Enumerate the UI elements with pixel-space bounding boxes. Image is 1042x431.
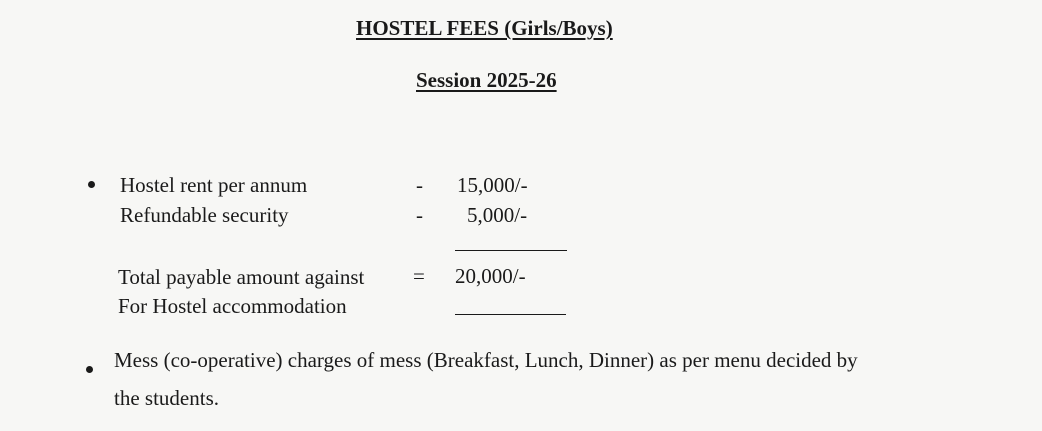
page-title: HOSTEL FEES (Girls/Boys) xyxy=(356,16,613,40)
total-label-line1: Total payable amount against xyxy=(118,265,365,289)
bullet-icon xyxy=(86,366,93,373)
sum-divider-line xyxy=(455,250,567,251)
total-label-line2: For Hostel accommodation xyxy=(118,294,347,318)
mess-description-line2: the students. xyxy=(114,386,219,410)
fee-separator: - xyxy=(416,203,423,227)
session-heading: Session 2025-26 xyxy=(416,68,557,92)
total-underline xyxy=(455,314,566,315)
fee-amount-security: 5,000/- xyxy=(467,203,528,227)
fee-separator: - xyxy=(416,173,423,197)
total-amount: 20,000/- xyxy=(455,264,526,288)
fee-label-hostel-rent: Hostel rent per annum xyxy=(120,173,308,197)
total-separator: = xyxy=(413,264,425,288)
fee-amount-hostel-rent: 15,000/- xyxy=(457,173,528,197)
mess-description-line1: Mess (co-operative) charges of mess (Breakfast, Lunch, Dinner) as per menu decided by xyxy=(114,348,858,372)
bullet-icon xyxy=(88,181,95,188)
fee-label-security: Refundable security xyxy=(120,203,289,227)
